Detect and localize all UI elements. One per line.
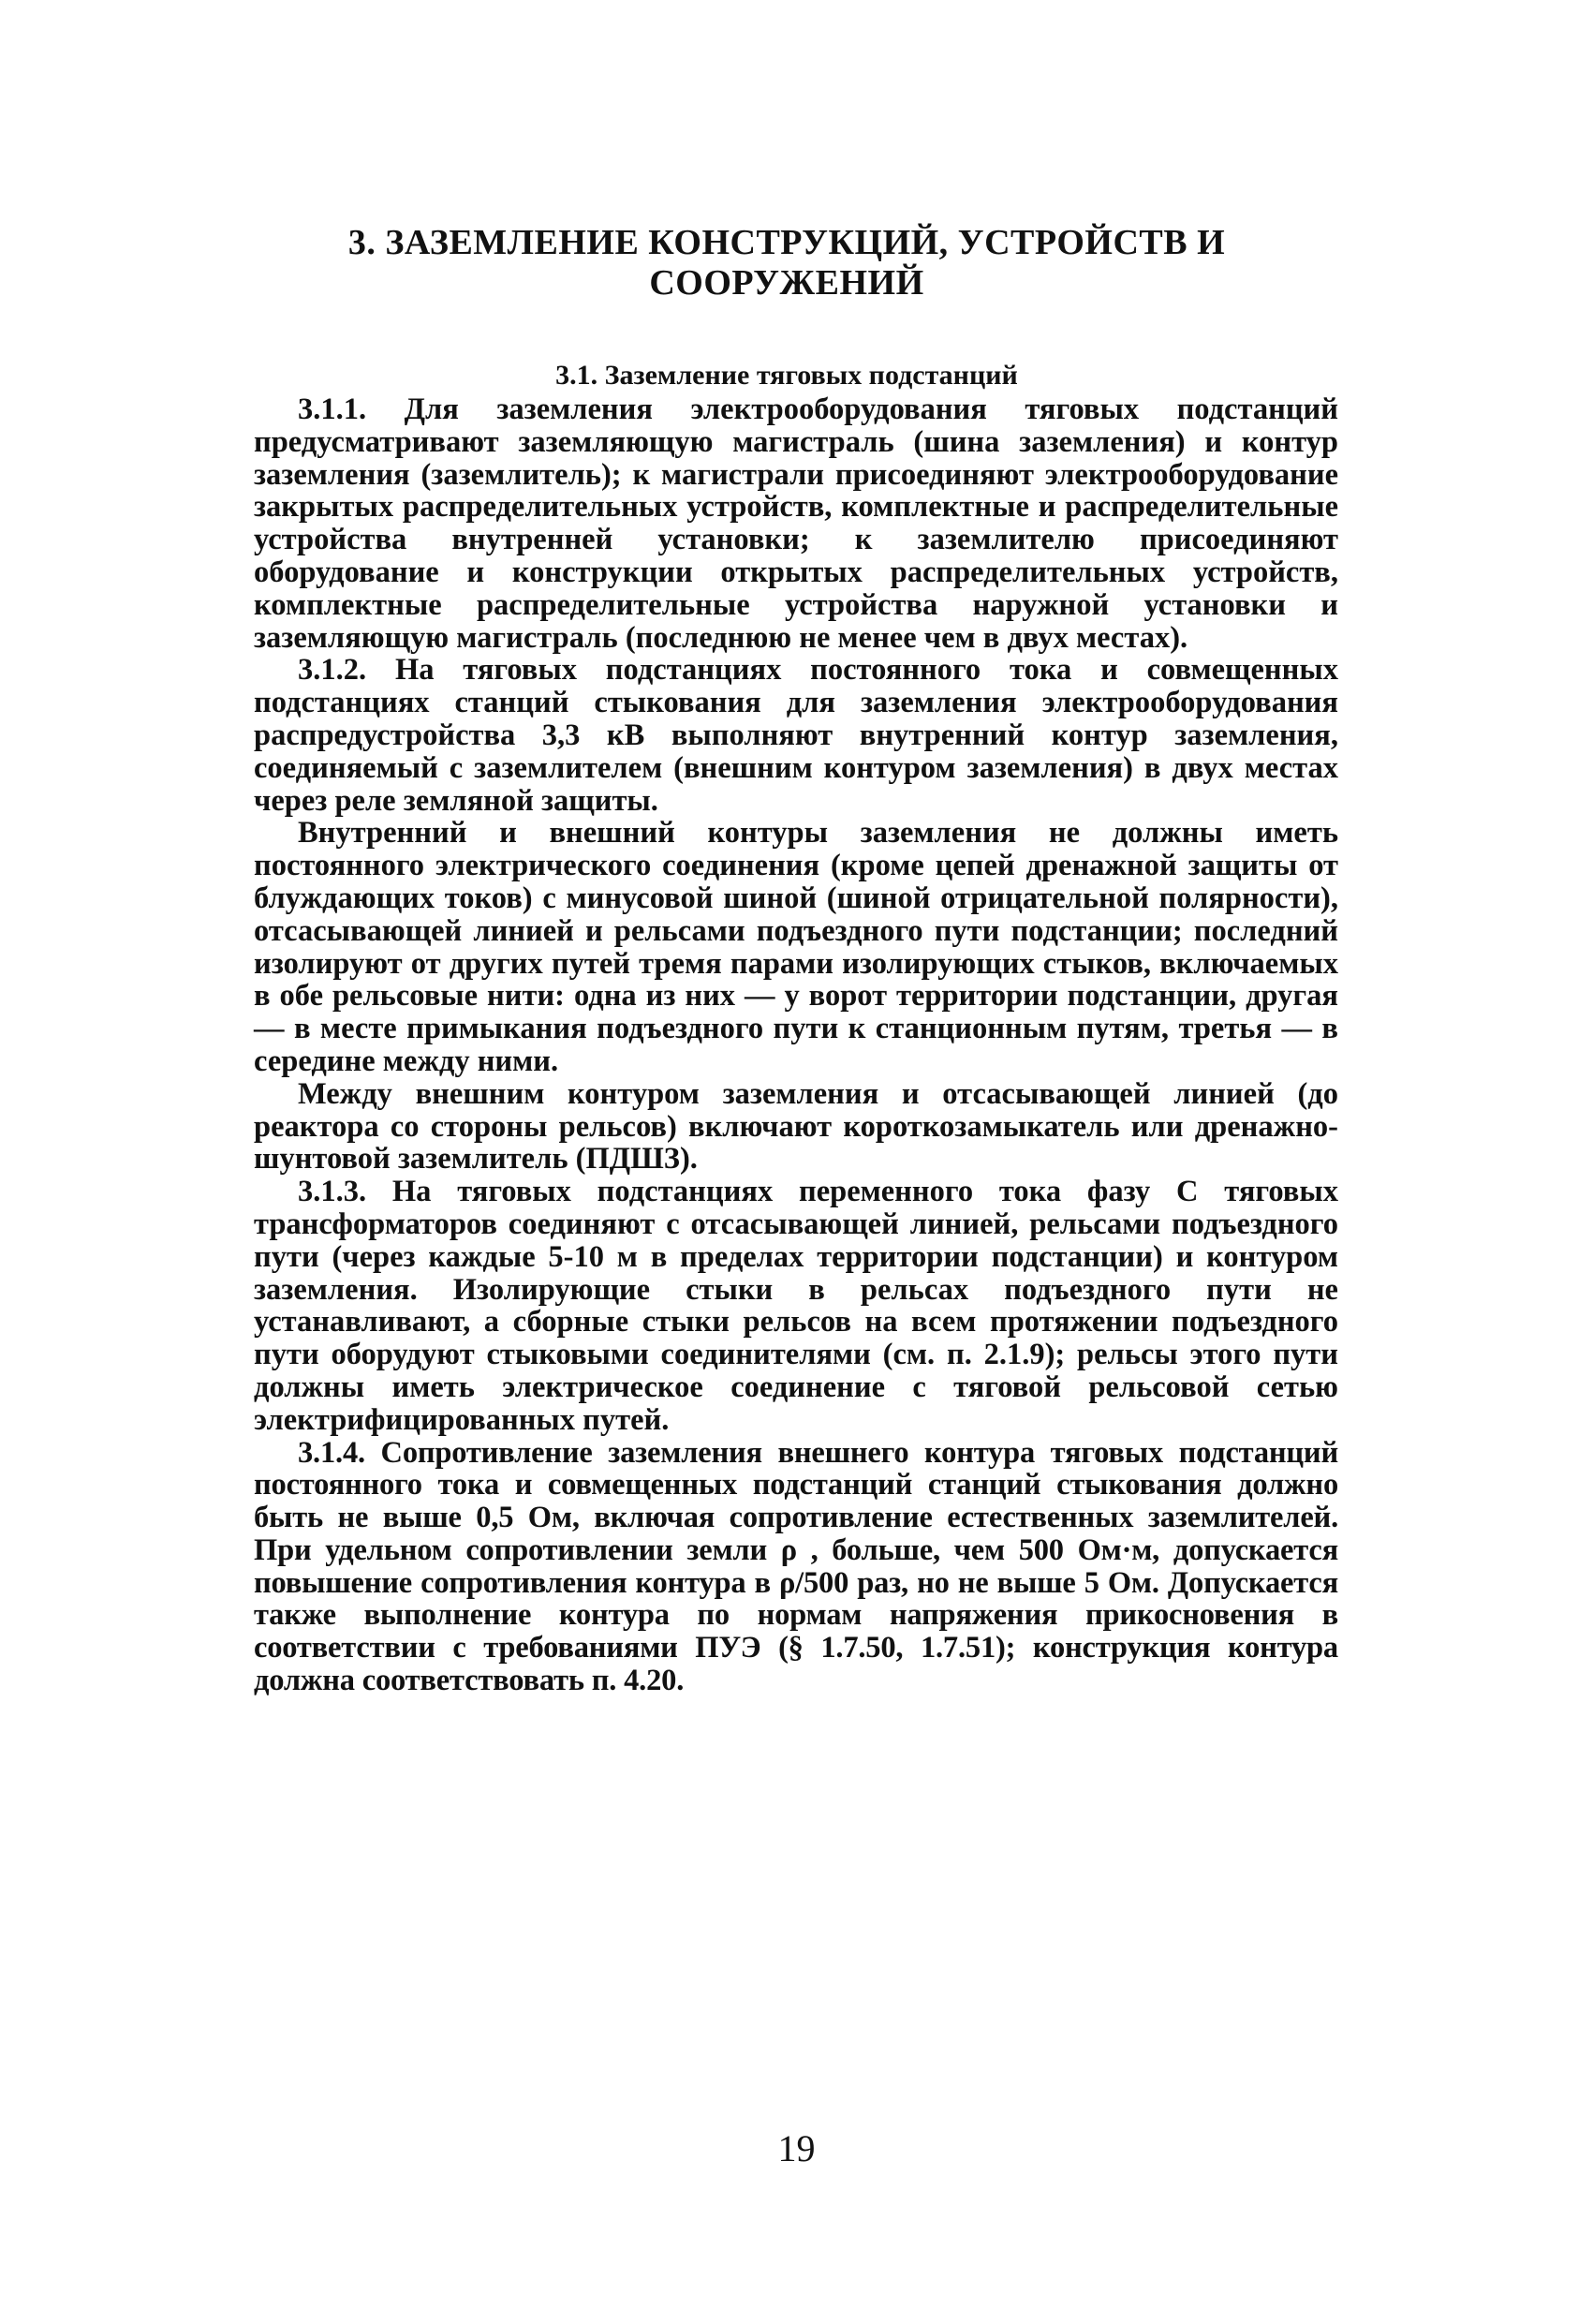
body-text [254, 393, 1338, 1697]
paragraph-3-1-2: 3.1.2. На тяговых подстанциях постоянного тока и совмещенных подстанциях станций стыкования для заземления электрооборудования распредустройства 3,3 кВ выполняют внутренний контур заземления, соединяемый с заземлителем (внешним контуром заземления) в двух местах через реле земляной защиты. [254, 653, 1338, 818]
section-title [225, 223, 1349, 303]
paragraph-3-1-1: 3.1.1. Для заземления электрооборудования тяговых подстанций предусматривают заземляющую магистраль (шина заземления) и контур заземления (заземлитель); к магистрали присоединяют электрооборудование закрытых распределительных устройств, комплектные и распределительные устройства внутренней установки; к заземлителю присоединяют оборудование и конструкции открытых распределительных устройств, комплектные распределительные устройства наружной установки и заземляющую магистраль (последнюю не менее чем в двух местах). [254, 392, 1338, 655]
paragraph-short-circuiter: Между внешним контуром заземления и отсасывающей линией (до реактора со стороны рельсов) включают короткозамыкатель или дренажно-шунтовой заземлитель (ПДШЗ). [254, 1076, 1338, 1177]
paragraph-contours: Внутренний и внешний контуры заземления не должны иметь постоянного электрического соединения (кроме цепей дренажной защиты от блуждающих токов) с минусовой шиной (шиной отрицательной полярности), отсасывающей линией и рельсами подъездного пути подстанции; последний изолируют от других путей тремя парами изолирующих стыков, включаемых в обе рельсовые нити: одна из них — у ворот территории подстанции, другая — в месте примыкания подъездного пути к станционным путям, третья — в середине между ними. [254, 816, 1338, 1078]
section-title-line-2: СООРУЖЕНИЙ [649, 263, 924, 303]
paragraph-3-1-4: 3.1.4. Сопротивление заземления внешнего контура тяговых подстанций постоянного тока и совмещенных подстанций станций стыкования должно быть не выше 0,5 Ом, включая сопротивление естественных заземлителей. При удельном сопротивлении земли ρ , больше, чем 500 Ом·м, допускается повышение сопротивления контура в ρ/500 раз, но не выше 5 Ом. Допускается также выполнение контура по нормам напряжения прикосновения в соответствии с требованиями ПУЭ (§ 1.7.50, 1.7.51); конструкция контура должна соответствовать п. 4.20. [254, 1435, 1338, 1698]
section-title-line-1: 3. ЗАЗЕМЛЕНИЕ КОНСТРУКЦИЙ, УСТРОЙСТВ И [347, 223, 1226, 262]
paragraph-3-1-3: 3.1.3. На тяговых подстанциях переменного тока фазу С тяговых трансформаторов соединяют с отсасывающей линией, рельсами подъездного пути (через каждые 5-10 м в пределах территории подстанции) и контуром заземления. Изолирующие стыки в рельсах подъездного пути не устанавливают, а сборные стыки рельсов на всем протяжении подъездного пути оборудуют стыковыми соединителями (см. п. 2.1.9); рельсы этого пути должны иметь электрическое соединение с тяговой рельсовой сетью электрифицированных путей. [254, 1175, 1338, 1437]
subsection-title: 3.1. Заземление тяговых подстанций [555, 360, 1018, 391]
page-number: 19 [777, 2127, 816, 2169]
